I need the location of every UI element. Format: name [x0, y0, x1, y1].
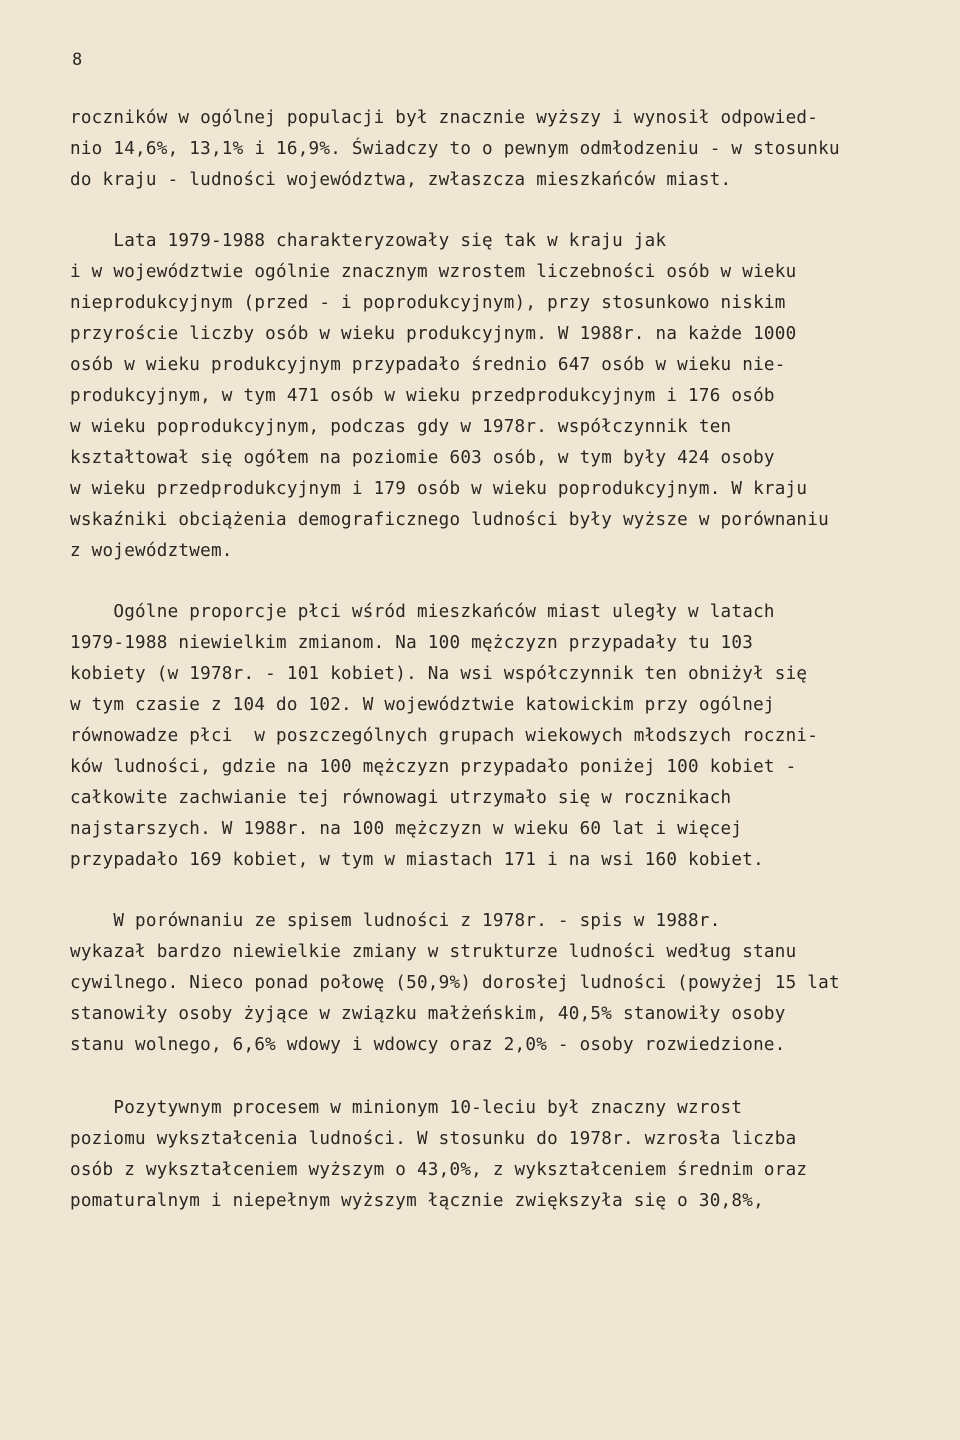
text-line: osób w wieku produkcyjnym przypadało średnio 647 osób w wieku nie-: [70, 355, 786, 375]
text-line: osób z wykształceniem wyższym o 43,0%, z wykształceniem średnim oraz: [70, 1160, 808, 1180]
text-line: przypadało 169 kobiet, w tym w miastach 171 i na wsi 160 kobiet.: [70, 850, 764, 870]
text-line: całkowite zachwianie tej równowagi utrzymało się w rocznikach: [70, 788, 732, 808]
text-line: i w województwie ogólnie znacznym wzrostem liczebności osób w wieku: [70, 262, 797, 282]
text-line: 1979-1988 niewielkim zmianom. Na 100 mężczyzn przypadały tu 103: [70, 633, 754, 653]
text-line: kształtował się ogółem na poziomie 603 osób, w tym były 424 osoby: [70, 448, 775, 468]
text-line: poziomu wykształcenia ludności. W stosunku do 1978r. wzrosła liczba: [70, 1129, 797, 1149]
text-line: stanu wolnego, 6,6% wdowy i wdowcy oraz 2,0% - osoby rozwiedzione.: [70, 1035, 786, 1055]
text-line: Pozytywnym procesem w minionym 10-leciu był znaczny wzrost: [70, 1098, 743, 1118]
text-line: z województwem.: [70, 541, 233, 561]
text-line: wykazał bardzo niewielkie zmiany w strukturze ludności według stanu: [70, 942, 797, 962]
text-line: pomaturalnym i niepełnym wyższym łącznie zwiększyła się o 30,8%,: [70, 1191, 764, 1211]
text-line: wskaźniki obciążenia demograficznego ludności były wyższe w porównaniu: [70, 510, 829, 530]
text-line: do kraju - ludności województwa, zwłaszcza mieszkańców miast.: [70, 170, 732, 190]
text-line: nio 14,6%, 13,1% i 16,9%. Świadczy to o pewnym odmłodzeniu - w stosunku: [70, 139, 840, 159]
text-line: Lata 1979-1988 charakteryzowały się tak w kraju jak: [70, 231, 667, 251]
text-line: kobiety (w 1978r. - 101 kobiet). Na wsi współczynnik ten obniżył się: [70, 664, 808, 684]
text-line: Ogólne proporcje płci wśród mieszkańców miast uległy w latach: [70, 602, 775, 622]
text-line: równowadze płci w poszczególnych grupach wiekowych młodszych roczni-: [70, 726, 819, 746]
text-line: najstarszych. W 1988r. na 100 mężczyzn w wieku 60 lat i więcej: [70, 819, 743, 839]
page-number: 8: [72, 50, 83, 70]
text-line: stanowiły osoby żyjące w związku małżeńskim, 40,5% stanowiły osoby: [70, 1004, 786, 1024]
text-line: w wieku przedprodukcyjnym i 179 osób w wieku poprodukcyjnym. W kraju: [70, 479, 808, 499]
text-line: przyroście liczby osób w wieku produkcyjnym. W 1988r. na każde 1000: [70, 324, 797, 344]
text-line: roczników w ogólnej populacji był znacznie wyższy i wynosił odpowied-: [70, 108, 819, 128]
text-line: w tym czasie z 104 do 102. W województwie katowickim przy ogólnej: [70, 695, 775, 715]
text-line: produkcyjnym, w tym 471 osób w wieku przedprodukcyjnym i 176 osób: [70, 386, 775, 406]
text-line: ków ludności, gdzie na 100 mężczyzn przypadało poniżej 100 kobiet -: [70, 757, 797, 777]
text-line: w wieku poprodukcyjnym, podczas gdy w 1978r. współczynnik ten: [70, 417, 732, 437]
text-line: nieprodukcyjnym (przed - i poprodukcyjnym), przy stosunkowo niskim: [70, 293, 786, 313]
text-line: cywilnego. Nieco ponad połowę (50,9%) dorosłej ludności (powyżej 15 lat: [70, 973, 840, 993]
text-line: W porównaniu ze spisem ludności z 1978r. - spis w 1988r.: [70, 911, 721, 931]
